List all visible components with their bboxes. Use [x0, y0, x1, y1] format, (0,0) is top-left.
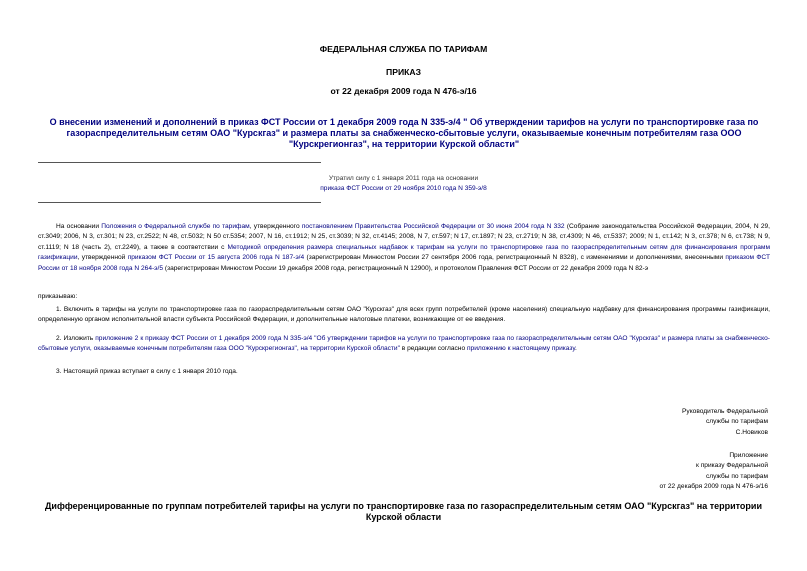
separator-line — [38, 202, 321, 203]
appendix-ref-date: от 22 декабря 2009 года N 476-э/16 — [659, 483, 768, 491]
preamble-paragraph — [38, 222, 770, 274]
order-item-3: 3. Настоящий приказ вступает в силу с 1 января 2010 года. — [56, 368, 238, 375]
document-date-number: от 22 декабря 2009 года N 476-э/16 — [330, 86, 477, 96]
preamble-text: (зарегистрирован Минюстом России 19 декабря 2008 года, регистрационный N 12900), и протоколом Правления ФСТ России от 22 декабря 2009 года N 82-э — [163, 264, 649, 272]
item2-text: 2. Изложить — [56, 335, 96, 342]
agency-name: ФЕДЕРАЛЬНАЯ СЛУЖБА ПО ТАРИФАМ — [319, 44, 488, 54]
order-item-2 — [38, 334, 770, 355]
title-amended-order-link[interactable]: приказ ФСТ России от 1 декабря 2009 года N 335-э/4 " Об утверждении тарифов на услуги по транспортировке газа по газораспределительным сетям ОАО "Курскгаз" и размера платы за снабженческо-сбытовые услуги, оказываемые конечным потребителям газа ООО "Курскрегионгаз", на территории Курской области" — [66, 117, 759, 149]
fst-order-264-link[interactable]: приказом ФСТ России от 18 ноября 2008 года N 264-э/5 — [38, 254, 770, 272]
signature-block — [500, 407, 768, 438]
preamble-text: На основании — [56, 223, 102, 230]
document-type: ПРИКАЗ — [386, 67, 421, 77]
preamble-text: , утвержденной — [77, 254, 128, 262]
title-prefix: О внесении изменений и дополнений в — [49, 117, 228, 127]
appendix-header — [500, 451, 768, 493]
regulation-link[interactable]: Положения о Федеральной службе по тарифам — [101, 223, 250, 230]
status-note: Утратил силу с 1 января 2011 года на основании — [328, 175, 479, 182]
separator-line — [38, 162, 321, 163]
preamble-text: (зарегистрирован Минюстом России 27 сентября 2006 года, регистрационный N 8328), с изменениями и дополнениями, внесенными — [304, 254, 726, 262]
item2-text: в редакции согласно — [399, 345, 467, 353]
preamble-text: (Собрание законодательства Российской Федерации, 2004, N 29, ст.3049; 2006, N 3, ст.301; N 23, ст.2522; N 48, ст.5032; N 50 ст.5354; 2007, N 16, ст.1912; N 25, ст.3039; N 32, ст.4145; 2008, N 7, ст.597; N 17, ст.1897; N 23, ст.2719; N 38, ст.4309; N 46, ст.5337; 2009; N 1, ст.142; N 3, ст.378; N 6, ст.738; N 9, ст.1119; N 18 (часть 2), ст.2249), а также в соответствии с — [38, 223, 770, 251]
status-note-link-line — [0, 184, 807, 194]
methodology-link[interactable]: Методикой определения размера специальных надбавок к тарифам на услуги по транспортировке газа по газораспределительным сетям для финансирования программ газификации — [38, 243, 770, 262]
preamble-text: , утвержденного — [249, 223, 302, 230]
appendix-ref-line: к приказу Федеральной — [696, 462, 768, 470]
orders-label: приказываю: — [38, 293, 78, 300]
appendix-2-link[interactable]: приложение 2 к приказу ФСТ России от 1 декабря 2009 года N 335-э/4 "Об утверждении тарифов на услуги по транспортировке газа по газораспределительным сетям ОАО "Курскгаз" и размера платы за снабженческо-сбытовые услуги, оказываемые конечным потребителям газа ООО "Курскрегионгаз", на территории Курской области" — [38, 335, 770, 353]
appendix-label: Приложение — [729, 452, 768, 459]
tariffs-table-title: Дифференцированные по группам потребителей тарифы на услуги по транспортировке газа по газораспределительным сетям ОАО "Курскгаз" на территории Курской области — [45, 501, 762, 522]
attachment-link[interactable]: приложению к настоящему приказу — [466, 345, 575, 353]
signature-agency: службы по тарифам — [705, 418, 768, 426]
signature-name: С.Новиков — [735, 428, 768, 436]
fst-order-187-link[interactable]: приказом ФСТ России от 15 августа 2006 года N 187-э/4 — [127, 254, 305, 262]
appendix-ref-line: службы по тарифам — [705, 472, 768, 480]
document-title — [42, 117, 766, 150]
item2-text: . — [574, 345, 577, 353]
repealing-order-link[interactable]: приказа ФСТ России от 29 ноября 2010 года N 359-э/8 — [320, 185, 487, 192]
order-item-1: 1. Включить в тарифы на услуги по транспортировке газа по газораспределительным сетям ОАО "Курскгаз" для всех групп потребителей (кроме населения) специальную надбавку для финансирования программы газификации, определенную органом исполнительной власти субъекта Российской Федерации, и дополнительные налоговые платежи, возникающие от ее введения. — [38, 306, 770, 324]
signature-position: Руководитель Федеральной — [682, 408, 768, 415]
government-decree-link[interactable]: постановлением Правительства Российской Федерации от 30 июня 2004 года N 332 — [301, 223, 565, 230]
